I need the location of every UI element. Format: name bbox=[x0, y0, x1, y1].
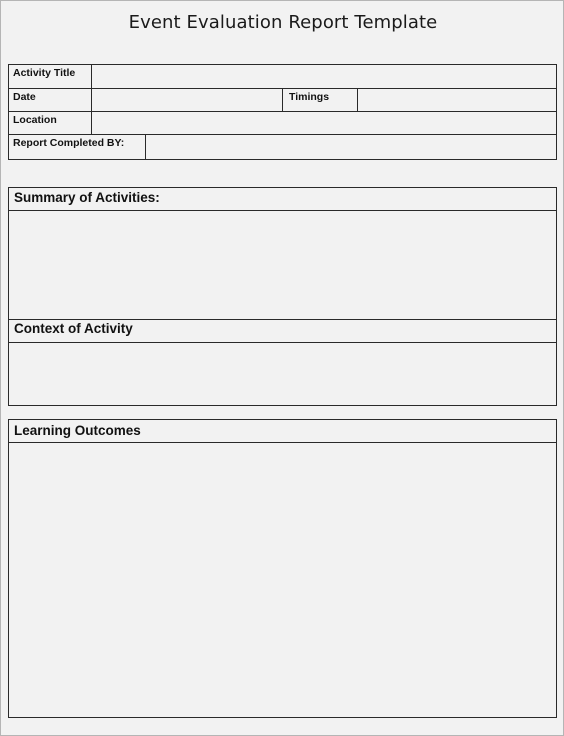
context-of-activity-field[interactable] bbox=[9, 343, 556, 405]
timings-label: Timings bbox=[289, 91, 330, 103]
summary-of-activities-field[interactable] bbox=[9, 211, 556, 319]
learning-outcomes-label: Learning Outcomes bbox=[14, 423, 141, 438]
date-field[interactable] bbox=[92, 89, 282, 111]
location-field[interactable] bbox=[92, 112, 557, 134]
activity-title-field[interactable] bbox=[92, 65, 557, 88]
learning-outcomes-field[interactable] bbox=[9, 443, 556, 717]
page-title: Event Evaluation Report Template bbox=[128, 12, 438, 33]
context-of-activity-label: Context of Activity bbox=[14, 321, 133, 336]
report-completed-by-label: Report Completed BY: bbox=[13, 137, 125, 149]
summary-context-box bbox=[8, 187, 557, 406]
info-table bbox=[8, 64, 557, 160]
report-completed-by-field[interactable] bbox=[146, 135, 557, 160]
location-label: Location bbox=[13, 114, 57, 126]
learning-outcomes-box bbox=[8, 419, 557, 718]
activity-title-label: Activity Title bbox=[13, 67, 76, 79]
date-label: Date bbox=[13, 91, 36, 103]
timings-field[interactable] bbox=[358, 89, 557, 111]
summary-of-activities-label: Summary of Activities: bbox=[14, 190, 160, 205]
